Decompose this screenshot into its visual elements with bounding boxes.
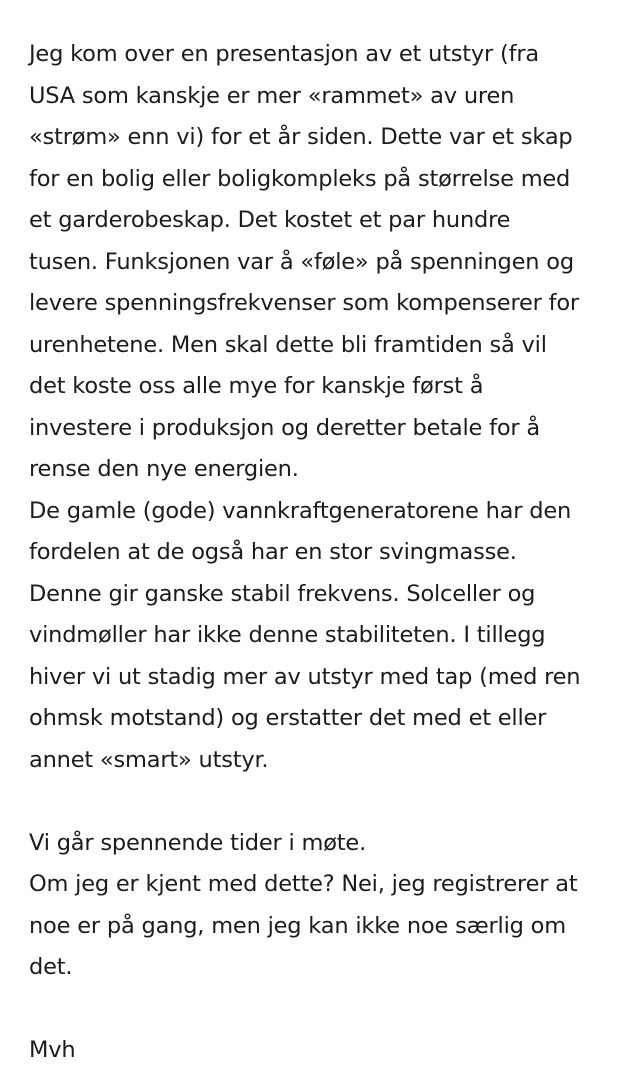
text-line: Om jeg er kjent med dette? Nei, jeg registrerer at	[29, 871, 578, 897]
paragraph-spacer	[29, 781, 611, 823]
paragraph-4	[29, 864, 611, 989]
text-line: annet «smart» utstyr.	[29, 746, 269, 773]
text-line: et garderobeskap. Det kostet et par hundre	[29, 207, 511, 233]
paragraph-spacer	[29, 989, 611, 1031]
text-line: vindmøller har ikke denne stabiliteten. I tillegg	[29, 622, 546, 648]
text-line: USA som kanskje er mer «rammet» av uren	[29, 82, 515, 109]
text-line: det koste oss alle mye for kanskje først å	[29, 373, 484, 399]
text-line: levere spenningsfrekvenser som kompenserer for	[29, 290, 579, 316]
text-line: det.	[29, 954, 73, 980]
text-line: Jeg kom over en presentasjon av et utstyr (fra	[29, 41, 539, 67]
text-line: hiver vi ut stadig mer av utstyr med tap (med ren	[29, 663, 581, 690]
text-line: De gamle (gode) vannkraftgeneratorene har den	[29, 497, 572, 524]
text-line: Denne gir ganske stabil frekvens. Solceller og	[29, 580, 536, 607]
text-line: «strøm» enn vi) for et år siden. Dette var et skap	[29, 124, 573, 150]
text-line: for en bolig eller boligkompleks på størrelse med	[29, 165, 571, 192]
paragraph-2	[29, 491, 611, 782]
text-line: noe er på gang, men jeg kan ikke noe særlig om	[29, 912, 566, 939]
paragraph-1	[29, 34, 611, 491]
post-body	[29, 34, 611, 1072]
signoff: Mvh	[29, 1037, 76, 1063]
text-line: Vi går spennende tider i møte.	[29, 829, 367, 856]
text-line: rense den nye energien.	[29, 456, 299, 482]
text-line: tusen. Funksjonen var å «føle» på spenningen og	[29, 248, 574, 275]
text-line: ohmsk motstand) og erstatter det med et eller	[29, 705, 547, 731]
text-line: fordelen at de også har en stor svingmasse.	[29, 539, 517, 565]
paragraph-3	[29, 823, 611, 865]
text-line: investere i produksjon og deretter betale for å	[29, 414, 541, 441]
text-line: urenhetene. Men skal dette bli framtiden så vil	[29, 331, 547, 358]
